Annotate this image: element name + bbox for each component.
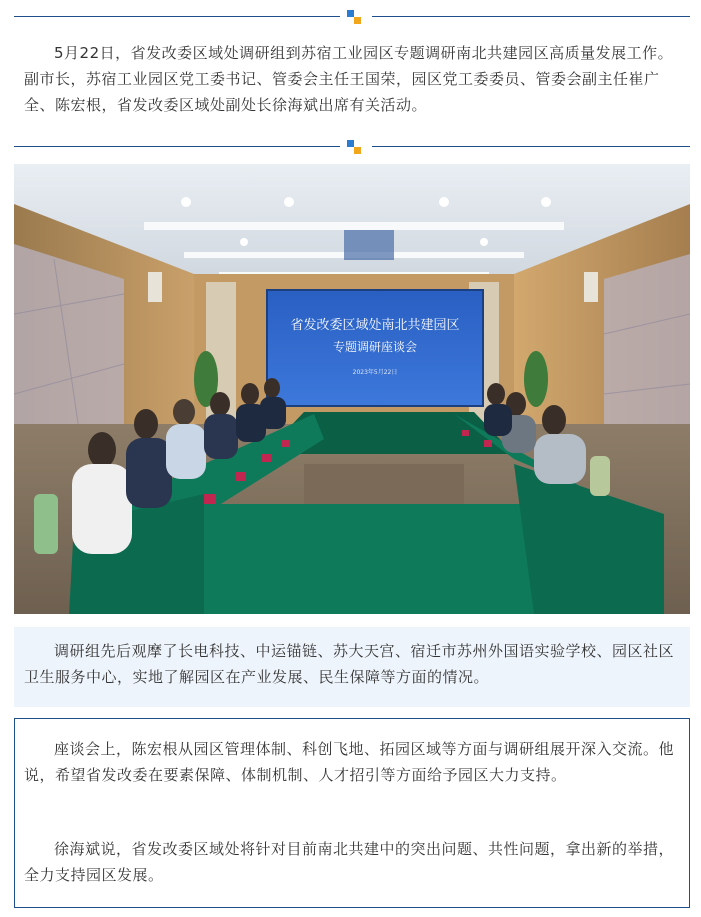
screen-date: 2023年5月22日: [352, 369, 398, 376]
visit-paragraph: 调研组先后观摩了长电科技、中运锚链、苏大天宫、宿迁市苏州外国语实验学校、园区社区卫生服务中心，实地了解园区在产业发展、民生保障等方面的情况。: [24, 642, 675, 686]
meeting-paragraph-2: 徐海斌说，省发改委区域处将针对目前南北共建中的突出问题、共性问题，拿出新的举措，全力支持园区发展。: [24, 840, 675, 884]
intro-paragraph: 5月22日，省发改委区域处调研组到苏宿工业园区专题调研南北共建园区高质量发展工作。副市长，苏宿工业园区党工委书记、管委会主任王国荣，园区党工委委员、管委会副主任崔广全、陈宏根，省发改委区域处副处长徐海斌出席有关活动。: [24, 44, 674, 114]
section-divider-top: [14, 10, 690, 24]
screen-title-line2: 专题调研座谈会: [332, 340, 418, 354]
screen-title-line1: 省发改委区域处南北共建园区: [290, 318, 460, 333]
meeting-paragraph-1: 座谈会上，陈宏根从园区管理体制、科创飞地、拓园区域等方面与调研组展开深入交流。他说，希望省发改委在要素保障、体制机制、人才招引等方面给予园区大力支持。: [24, 740, 675, 784]
section-divider-middle: [14, 140, 690, 154]
divider-ornament-icon: [347, 10, 365, 24]
meeting-photo: [14, 164, 690, 614]
divider-ornament-icon: [347, 140, 365, 154]
